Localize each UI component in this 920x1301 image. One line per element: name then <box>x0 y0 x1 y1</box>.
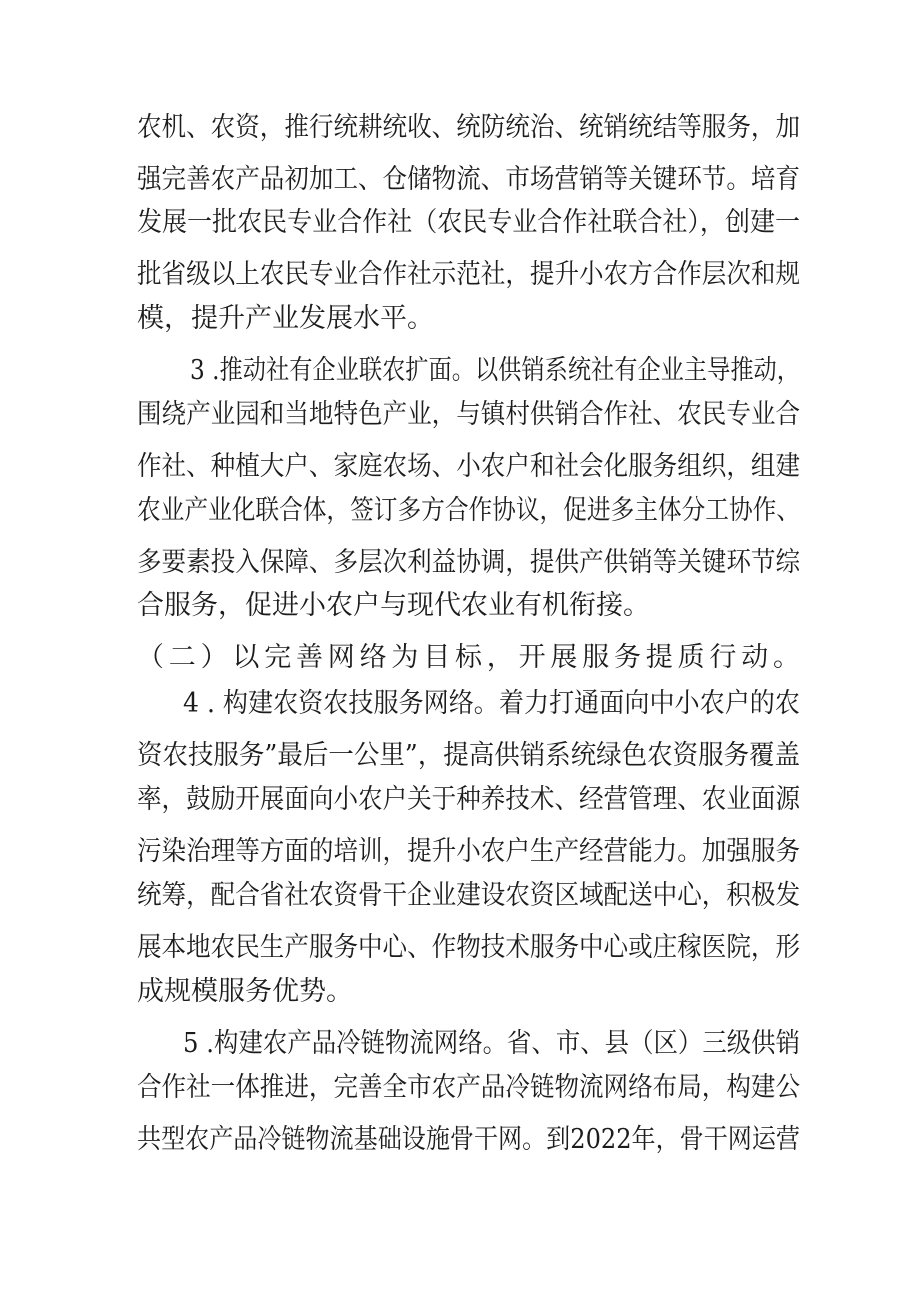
text-line-content: 农业产业化联合体，签订多方合作协议，促进多主体分工协作、 <box>137 495 800 526</box>
text-line-content: 发展一批农民专业合作社（农民专业合作社联合社），创建一 <box>137 207 800 238</box>
text-line <box>0 447 920 487</box>
text-line <box>0 876 920 916</box>
text-line-content: 批省级以上农民专业合作社示范社，提升小农方合作层次和规 <box>137 259 800 290</box>
text-line-content: 合作社一体推进，完善全市农产品冷链物流网络布局，构建公 <box>137 1072 800 1103</box>
text-line <box>0 1068 920 1108</box>
text-line <box>0 395 920 435</box>
text-line <box>0 543 920 583</box>
text-line-content: 污染治理等方面的培训，提升小农户生产经营能力。加强服务 <box>137 836 800 867</box>
paragraph-heading-4 <box>0 684 920 724</box>
text-line-content: 3 .推动社有企业联农扩面。以供销系统社有企业主导推动， <box>190 355 800 386</box>
text-line <box>0 780 920 820</box>
text-line <box>0 160 920 200</box>
paragraph-heading-3 <box>0 351 920 391</box>
text-line <box>0 203 920 243</box>
text-line <box>0 832 920 872</box>
text-line-content: 强完善农产品初加工、仓储物流、市场营销等关键环节。培育 <box>137 164 800 195</box>
text-line <box>0 928 920 968</box>
text-line <box>0 299 920 339</box>
text-line <box>0 586 920 626</box>
paragraph-heading-5 <box>0 1024 920 1064</box>
text-line-content: 模，提升产业发展水平。 <box>137 303 434 334</box>
text-line-content: 共型农产品冷链物流基础设施骨干网。到2022年，骨干网运营 <box>137 1124 800 1155</box>
text-line-content: 统筹，配合省社农资骨干企业建设农资区域配送中心，积极发 <box>137 880 800 911</box>
text-line <box>0 972 920 1012</box>
text-line-content: 围绕产业园和当地特色产业，与镇村供销合作社、农民专业合 <box>137 399 800 430</box>
text-line-content: 合服务，促进小农户与现代农业有机衔接。 <box>137 590 650 621</box>
text-line-content: 农机、农资，推行统耕统收、统防统治、统销统结等服务，加 <box>137 112 800 143</box>
text-line <box>0 1120 920 1160</box>
text-line <box>0 491 920 531</box>
text-line-content: 展本地农民生产服务中心、作物技术服务中心或庄稼医院，形 <box>137 932 800 963</box>
text-line <box>0 736 920 776</box>
text-line-content: （二）以完善网络为目标，开展服务提质行动。 <box>137 642 805 673</box>
text-line-content: 作社、种植大户、家庭农场、小农户和社会化服务组织，组建 <box>137 451 800 482</box>
text-line-content: 4 . 构建农资农技服务网络。着力打通面向中小农户的农 <box>183 688 800 719</box>
text-line-content: 多要素投入保障、多层次利益协调，提供产供销等关键环节综 <box>137 547 800 578</box>
text-line-content: 资农技服务”最后一公里”，提高供销系统绿色农资服务覆盖 <box>137 740 800 771</box>
text-line-content: 5 .构建农产品冷链物流网络。省、市、县（区）三级供销 <box>183 1028 800 1059</box>
section-heading <box>0 638 920 678</box>
text-line-content: 成规模服务优势。 <box>137 976 353 1007</box>
text-line <box>0 108 920 148</box>
text-line <box>0 255 920 295</box>
text-line-content: 率，鼓励开展面向小农户关于种养技术、经营管理、农业面源 <box>137 784 800 815</box>
